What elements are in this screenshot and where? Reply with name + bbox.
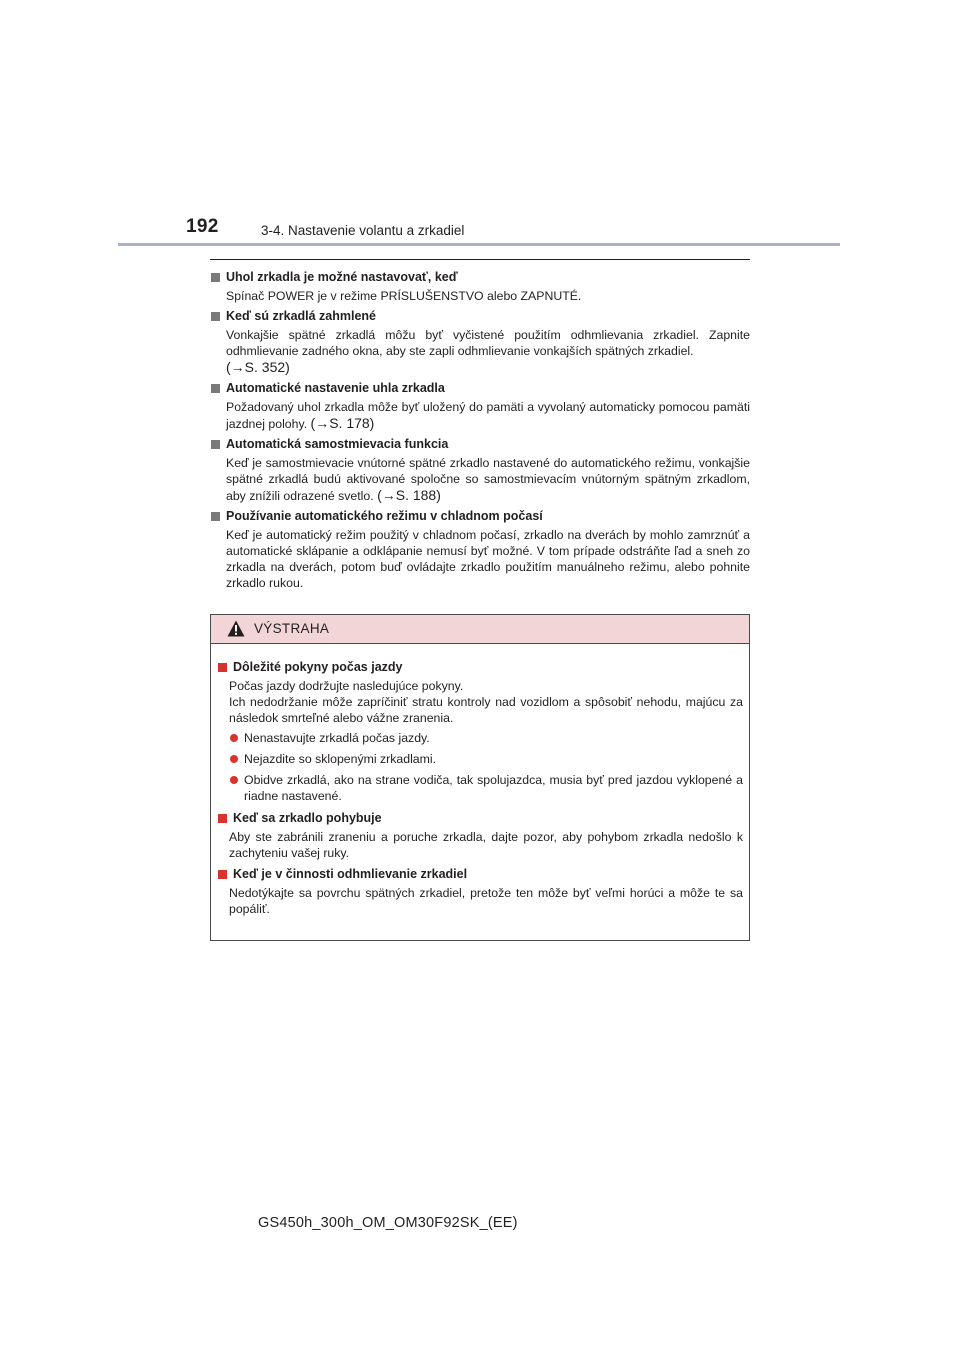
warning-triangle-icon (227, 620, 245, 637)
content-divider (210, 259, 750, 260)
section-auto-angle (210, 379, 750, 432)
page-number: 192 (186, 216, 219, 237)
section-title: Automatická samostmievacia funkcia (226, 437, 449, 451)
warning-section-defogger (217, 865, 743, 917)
square-bullet-icon (218, 870, 227, 879)
round-bullet-icon (230, 734, 238, 742)
page-reference-link[interactable]: (→S. 188) (377, 487, 441, 503)
section-title: Keď je v činnosti odhmlievanie zrkadiel (233, 867, 468, 881)
warning-section-driving (217, 658, 743, 804)
round-bullet-icon (230, 755, 238, 763)
section-body: Vonkajšie spätné zrkadlá môžu byť vyčistené použitím odhmlievania zrkadiel. Zapnite odhmlievanie zadného okna, aby ste zapli odhmlievanie vonkajších spätných zrkadiel. (226, 328, 750, 358)
square-bullet-icon (211, 384, 220, 393)
warning-box (210, 614, 750, 941)
section-body-line: Aby ste zabránili zraneniu a poruche zrkadla, dajte pozor, aby pohybom zrkadla nedošlo k zachyteniu vašej ruky. (229, 830, 743, 860)
section-title: Automatické nastavenie uhla zrkadla (226, 381, 445, 395)
square-bullet-icon (211, 512, 220, 521)
document-code: GS450h_300h_OM_OM30F92SK_(EE) (258, 1215, 518, 1231)
round-bullet-icon (230, 776, 238, 784)
section-title: Keď sa zrkadlo pohybuje (233, 811, 382, 825)
page-header (0, 0, 960, 250)
square-bullet-icon (218, 663, 227, 672)
warning-section-mirror-moving (217, 809, 743, 861)
section-cold-weather (210, 507, 750, 591)
section-fogged-mirrors (210, 307, 750, 376)
section-body-line: Ich nedodržanie môže zapríčiniť stratu kontroly nad vozidlom a spôsobiť nehodu, majúcu za následok smrteľné alebo vážne zranenia. (229, 695, 743, 725)
info-sections (210, 268, 750, 594)
list-item: Obidve zrkadlá, ako na strane vodiča, tak spolujazdca, musia byť pred jazdou vyklopené a riadne nastavené. (229, 772, 743, 804)
list-item: Nenastavujte zrkadlá počas jazdy. (229, 730, 743, 746)
section-body: Keď je samostmievacie vnútorné spätné zrkadlo nastavené do automatického režimu, vonkajšie spätné zrkadlá budú aktivované spoločne so samostmievacím vnútorným spätným zrkadlom, aby znížili odrazené svetlo. (226, 456, 750, 503)
section-body: Keď je automatický režim použitý v chladnom počasí, zrkadlo na dverách by mohlo zamrznúť a automatické sklápanie a odklápanie nemusí byť možné. V tom prípade odstráňte ľad a sneh zo zrkadla na dverách, potom buď ovládajte zrkadlo použitím manuálneho režimu, alebo pohnite zrkadlo rukou. (226, 528, 750, 590)
section-body-line: Nedotýkajte sa povrchu spätných zrkadiel, pretože ten môže byť veľmi horúci a môže te sa popáliť. (229, 886, 743, 916)
section-body-line: Počas jazdy dodržujte nasledujúce pokyny. (229, 679, 464, 693)
bullet-list (229, 730, 743, 804)
section-title: Uhol zrkadla je možné nastavovať, keď (226, 270, 458, 284)
section-auto-dimming (210, 435, 750, 504)
section-title: Používanie automatického režimu v chladnom počasí (226, 509, 543, 523)
section-title: Dôležité pokyny počas jazdy (233, 660, 403, 674)
page-reference-link[interactable]: (→S. 178) (310, 415, 375, 431)
section-body: Požadovaný uhol zrkadla môže byť uložený do pamäti a vyvolaný automaticky pomocou pamäti jazdnej polohy. (226, 400, 750, 431)
square-bullet-icon (218, 814, 227, 823)
square-bullet-icon (211, 440, 220, 449)
square-bullet-icon (211, 273, 220, 282)
list-item: Nejazdite so sklopenými zrkadlami. (229, 751, 743, 767)
section-body: Spínač POWER je v režime PRÍSLUŠENSTVO alebo ZAPNUTÉ. (226, 289, 582, 303)
square-bullet-icon (211, 312, 220, 321)
warning-title: VÝSTRAHA (254, 621, 330, 636)
section-title: Keď sú zrkadlá zahmlené (226, 309, 377, 323)
section-mirror-angle (210, 268, 750, 304)
header-divider (118, 243, 840, 246)
page-reference-link[interactable]: (→S. 352) (226, 359, 290, 375)
warning-header (211, 615, 749, 644)
chapter-title: 3-4. Nastavenie volantu a zrkadiel (261, 223, 465, 238)
